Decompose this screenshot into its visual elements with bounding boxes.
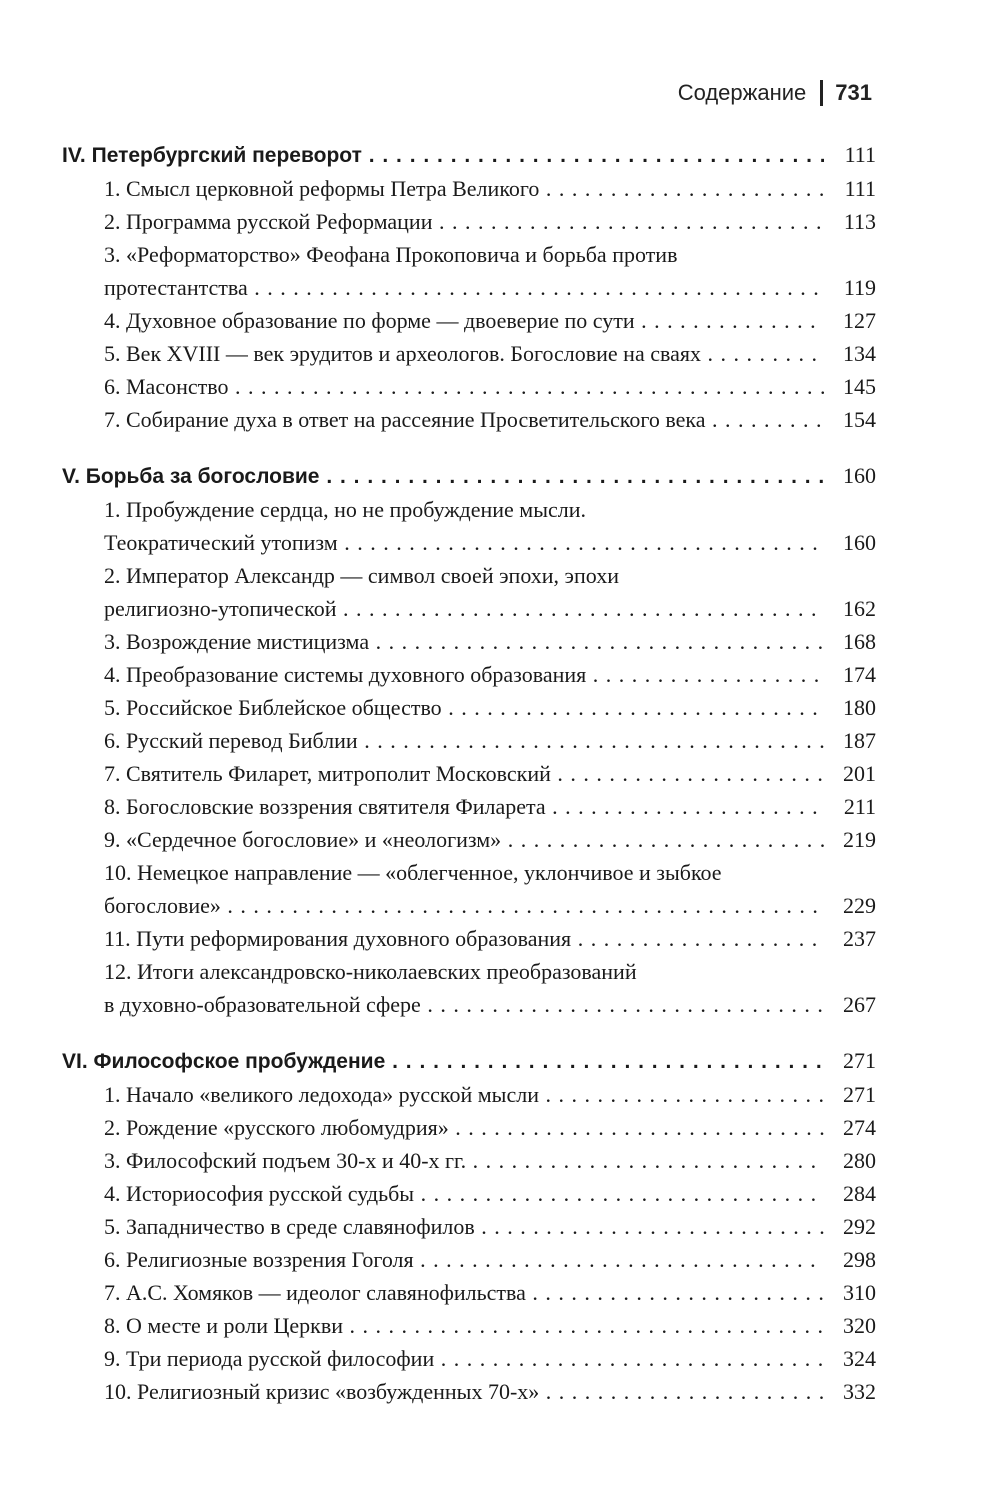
section-last-line (104, 592, 876, 625)
section-title (62, 922, 824, 955)
toc-section-entry (62, 625, 876, 658)
section-title-text: в духовно-образовательной сфере (104, 992, 421, 1017)
section-title (104, 526, 824, 559)
chapter-gap (62, 436, 876, 459)
chapter-title-text: Борьба за богословие (85, 465, 320, 488)
chapter-page-number: 271 (843, 1048, 876, 1073)
toc-section-entry (62, 1210, 876, 1243)
toc-section-entry (62, 370, 876, 403)
chapter-title (62, 139, 824, 172)
toc-section-entry (62, 403, 876, 436)
header-page-number: 731 (835, 80, 872, 105)
section-title (62, 691, 824, 724)
toc-section-entry (62, 790, 876, 823)
section-title-line: 2. Император Александр — символ своей эпохи, эпохи (104, 563, 619, 588)
section-page-number: 320 (843, 1313, 876, 1338)
section-title (62, 1309, 824, 1342)
section-title (62, 172, 824, 205)
toc-section-entry (62, 493, 876, 559)
section-title (104, 889, 824, 922)
section-last-line (104, 526, 876, 559)
section-last-line (104, 271, 876, 304)
toc-section-entry (62, 1309, 876, 1342)
chapter-number: IV. (62, 144, 86, 167)
section-title (62, 403, 824, 436)
section-page-number: 292 (843, 1214, 876, 1239)
section-page-number: 280 (843, 1148, 876, 1173)
toc-section-entry (62, 238, 876, 304)
section-title (62, 724, 824, 757)
section-page-number: 271 (843, 1082, 876, 1107)
toc-section-entry (62, 823, 876, 856)
section-title-text: 5. Западничество в среде славянофилов (104, 1214, 475, 1239)
section-title (62, 1342, 824, 1375)
section-page-number: 310 (843, 1280, 876, 1305)
section-title-text: 3. Возрождение мистицизма (104, 629, 370, 654)
section-title-text: 1. Начало «великого ледохода» русской мысли (104, 1082, 539, 1107)
section-title-text: протестантства (104, 275, 248, 300)
section-title-text: 8. О месте и роли Церкви (104, 1313, 344, 1338)
toc-section-entry (62, 304, 876, 337)
chapter-number: VI. (62, 1050, 88, 1073)
section-last-line (104, 988, 876, 1021)
section-page-number: 127 (843, 308, 876, 333)
section-title (104, 592, 824, 625)
section-title-text: 5. Век XVIII — век эрудитов и археологов. Богословие на сваях (104, 341, 701, 366)
running-header (678, 80, 872, 106)
chapter-title-text: Философское пробуждение (93, 1050, 386, 1073)
section-title (62, 1210, 824, 1243)
section-title (62, 1276, 824, 1309)
section-page-number: 145 (843, 374, 876, 399)
toc-section-entry (62, 1177, 876, 1210)
section-title-text: 6. Религиозные воззрения Гоголя (104, 1247, 414, 1272)
header-title: Содержание (677, 80, 807, 105)
section-title (62, 823, 824, 856)
section-title-text: 2. Рождение «русского любомудрия» (104, 1115, 449, 1140)
section-title-line: 3. «Реформаторство» Феофана Прокоповича и борьба против (104, 242, 678, 267)
section-last-line (104, 889, 876, 922)
section-title-text: 6. Русский перевод Библии (104, 728, 358, 753)
section-title-text: религиозно-утопической (104, 596, 337, 621)
section-page-number: 211 (843, 794, 876, 819)
section-page-number: 174 (843, 662, 876, 687)
chapter-gap (62, 1021, 876, 1044)
chapter-title (62, 1045, 824, 1078)
section-page-number: 324 (843, 1346, 876, 1371)
section-title-text: 3. Философский подъем 30-х и 40-х гг. (104, 1148, 467, 1173)
section-title-text: 4. Преобразование системы духовного образования (104, 662, 587, 687)
toc-section-entry (62, 757, 876, 790)
chapter-title-text: Петербургский переворот (91, 144, 362, 167)
toc-section-entry (62, 337, 876, 370)
section-title-text: 1. Смысл церковной реформы Петра Великого (104, 176, 540, 201)
section-title-text: 4. Историософия русской судьбы (104, 1181, 415, 1206)
section-title (62, 1078, 824, 1111)
section-page-number: 119 (843, 275, 876, 300)
section-page-number: 267 (843, 992, 876, 1017)
chapter-page-number: 111 (844, 142, 876, 167)
toc-section-entry (62, 1243, 876, 1276)
section-title-text: 5. Российское Библейское общество (104, 695, 442, 720)
toc-section-entry (62, 205, 876, 238)
header-separator (820, 80, 823, 106)
toc-section-entry (62, 1276, 876, 1309)
section-title-text: 4. Духовное образование по форме — двоеверие по сути (104, 308, 635, 333)
section-title (104, 271, 824, 304)
toc-section-entry (62, 559, 876, 625)
section-page-number: 284 (843, 1181, 876, 1206)
section-page-number: 229 (843, 893, 876, 918)
section-title (62, 1177, 824, 1210)
section-title-text: Теократический утопизм (104, 530, 338, 555)
section-page-number: 180 (843, 695, 876, 720)
section-page-number: 332 (843, 1379, 876, 1404)
section-title-text: 10. Религиозный кризис «возбужденных 70-х» (104, 1379, 540, 1404)
section-title (62, 1144, 824, 1177)
section-title (62, 757, 824, 790)
section-page-number: 237 (843, 926, 876, 951)
toc-section-entry (62, 856, 876, 922)
section-page-number: 134 (843, 341, 876, 366)
section-title (62, 205, 824, 238)
section-page-number: 111 (844, 176, 876, 201)
section-title-line: 12. Итоги александровско-николаевских преобразований (104, 959, 637, 984)
section-title-text: 7. Святитель Филарет, митрополит Московский (104, 761, 551, 786)
section-title (62, 337, 824, 370)
section-page-number: 168 (843, 629, 876, 654)
section-title (62, 1375, 824, 1408)
section-title-text: 9. «Сердечное богословие» и «неологизм» (104, 827, 502, 852)
section-title-text: 7. А.С. Хомяков — идеолог славянофильства (104, 1280, 526, 1305)
section-page-number: 298 (843, 1247, 876, 1272)
section-title-text: 2. Программа русской Реформации (104, 209, 433, 234)
section-page-number: 160 (843, 530, 876, 555)
toc-section-entry (62, 1342, 876, 1375)
toc-section-entry (62, 1111, 876, 1144)
section-page-number: 187 (843, 728, 876, 753)
chapter-title (62, 460, 824, 493)
toc-chapter-entry (62, 138, 876, 172)
toc-section-entry (62, 691, 876, 724)
section-title-text: богословие» (104, 893, 221, 918)
chapter-number: V. (62, 465, 80, 488)
section-title (62, 304, 824, 337)
section-title-line: 1. Пробуждение сердца, но не пробуждение мысли. (104, 497, 587, 522)
section-title-text: 11. Пути реформирования духовного образования (104, 926, 572, 951)
section-title-text: 9. Три периода русской философии (104, 1346, 435, 1371)
toc-chapter-entry (62, 459, 876, 493)
section-title (62, 790, 824, 823)
toc-section-entry (62, 955, 876, 1021)
section-page-number: 162 (843, 596, 876, 621)
toc-section-entry (62, 1375, 876, 1408)
section-title (62, 1111, 824, 1144)
toc-section-entry (62, 724, 876, 757)
section-page-number: 219 (843, 827, 876, 852)
toc-section-entry (62, 172, 876, 205)
section-page-number: 274 (843, 1115, 876, 1140)
section-title (62, 658, 824, 691)
section-title (62, 625, 824, 658)
section-title-line: 10. Немецкое направление — «облегченное, уклончивое и зыбкое (104, 860, 722, 885)
section-page-number: 154 (843, 407, 876, 432)
toc-chapter-entry (62, 1044, 876, 1078)
chapter-page-number: 160 (843, 463, 876, 488)
section-title-text: 6. Масонство (104, 374, 229, 399)
section-title (62, 370, 824, 403)
section-title-text: 8. Богословские воззрения святителя Филарета (104, 794, 546, 819)
toc-section-entry (62, 658, 876, 691)
section-title (62, 1243, 824, 1276)
toc-section-entry (62, 1144, 876, 1177)
section-page-number: 201 (843, 761, 876, 786)
toc-section-entry (62, 1078, 876, 1111)
table-of-contents (62, 138, 876, 1408)
section-title (104, 988, 824, 1021)
toc-section-entry (62, 922, 876, 955)
section-title-text: 7. Собирание духа в ответ на рассеяние Просветительского века (104, 407, 706, 432)
section-page-number: 113 (843, 209, 876, 234)
